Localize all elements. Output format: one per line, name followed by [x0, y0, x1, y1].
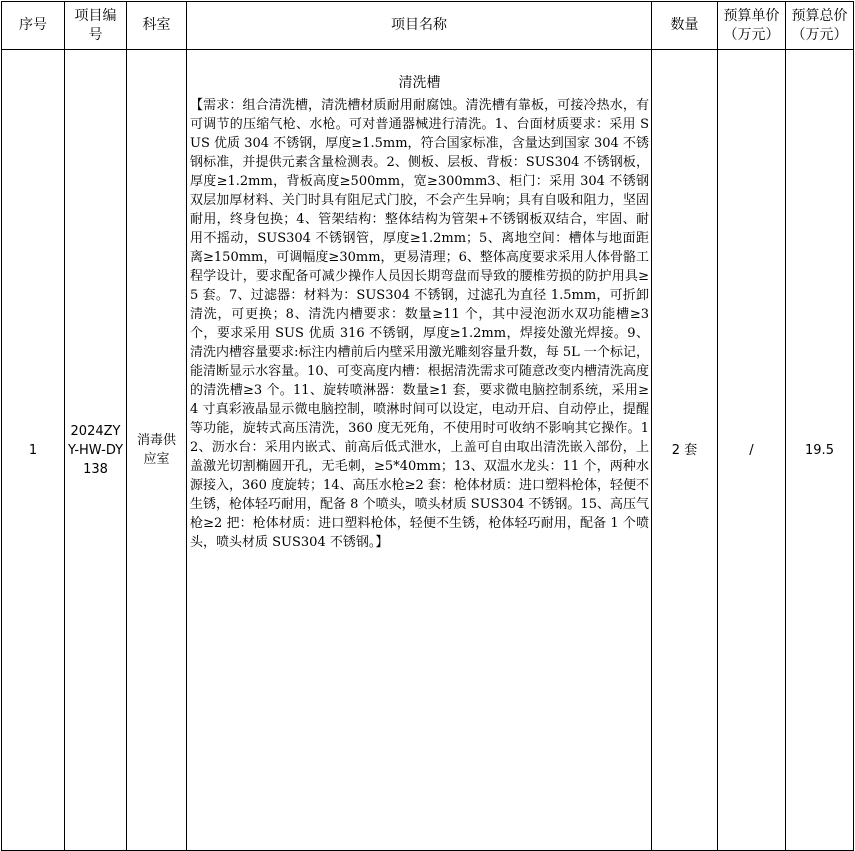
- header-qty: 数量: [652, 2, 718, 50]
- item-title: 清洗槽: [398, 75, 441, 91]
- header-dept: 科室: [127, 2, 187, 50]
- cell-qty: 2 套: [652, 50, 718, 851]
- header-row: [2, 2, 854, 50]
- cell-total-price: 19.5: [786, 50, 854, 851]
- cell-seq: 1: [2, 50, 65, 851]
- header-seq: 序号: [2, 2, 65, 50]
- header-total-price: 预算总价（万元）: [786, 2, 854, 50]
- header-name: 项目名称: [187, 2, 652, 50]
- cell-code: 2024ZYY-HW-DY138: [65, 50, 127, 851]
- cell-dept: 消毒供应室: [127, 50, 187, 851]
- item-requirements: 【需求：组合清洗槽，清洗槽材质耐用耐腐蚀。清洗槽有靠板，可接冷热水，有可调节的压缩气枪、水枪。可对普通器械进行清洗。1、台面材质要求：采用 SUS 优质 304 不锈钢，厚度≥1.5mm，符合国家标准，含量达到国家 304 不锈钢标准，并提供元素含量检测表。2、侧板、层板、背板：SUS304 不锈钢板，厚度≥1.2mm，背板高度≥500mm，宽≥300mm3、柜门：采用 304 不锈钢双层加厚材料、关门时具有阻尼式门胶，不会产生异响；具有自吸和阻力，坚固耐用，终身包换；4、管架结构：整体结构为管架+不锈钢板双结合，牢固、耐用不摇动，SUS304 不锈钢管，厚度≥1.2mm；5、离地空间：槽体与地面距离≥150mm，可调幅度≥30mm，更易清理；6、整体高度要求采用人体骨骼工程学设计，要求配备可减少操作人员因长期弯盘而导致的腰椎劳损的防护用具≥5 套。7、过滤器：材料为：SUS304 不锈钢，过滤孔为直径 1.5mm，可折卸清洗，可更换；8、清洗内槽要求：数量≥11 个，其中浸泡沥水双功能槽≥3 个，要求采用 SUS 优质 316 不锈钢，厚度≥1.2mm，焊接处激光焊接。9、清洗内槽容量要求:标注内槽前后内壁采用激光雕刻容量升数，每 5L 一个标记，能清断显示水容量。10、可变高度内槽：根据清洗需求可随意改变内槽清洗高度的清洗槽≥3 个。11、旋转喷淋器：数量≥1 套，要求微电脑控制系统，采用≥4 寸真彩液晶显示微电脑控制，喷淋时间可以设定，电动开启、自动停止，提醒等功能，旋转式高压清洗，360 度无死角，不使用时可收纳不影响其它操作。12、沥水台：采用内嵌式、前高后低式泄水，上盖可自由取出清洗嵌入部份，上盖激光切割椭圆开孔，无毛刺，≥5*40mm；13、双温水龙头：11 个，两种水源接入，360 度旋转；14、高压水枪≥2 套：枪体材质：进口塑料枪体，轻便不生锈，枪体轻巧耐用，配备 8 个喷头，喷头材质 SUS304 不锈钢。15、高压气枪≥2 把：枪体材质：进口塑料枪体，轻便不生锈，枪体轻巧耐用，配备 1 个喷头，喷头材质 SUS304 不锈钢。】: [190, 98, 649, 550]
- cell-unit-price: /: [718, 50, 786, 851]
- procurement-table: [1, 1, 854, 851]
- table-row: [2, 50, 854, 851]
- header-unit-price: 预算单价（万元）: [718, 2, 786, 50]
- cell-name: [187, 50, 652, 851]
- header-code: 项目编号: [65, 2, 127, 50]
